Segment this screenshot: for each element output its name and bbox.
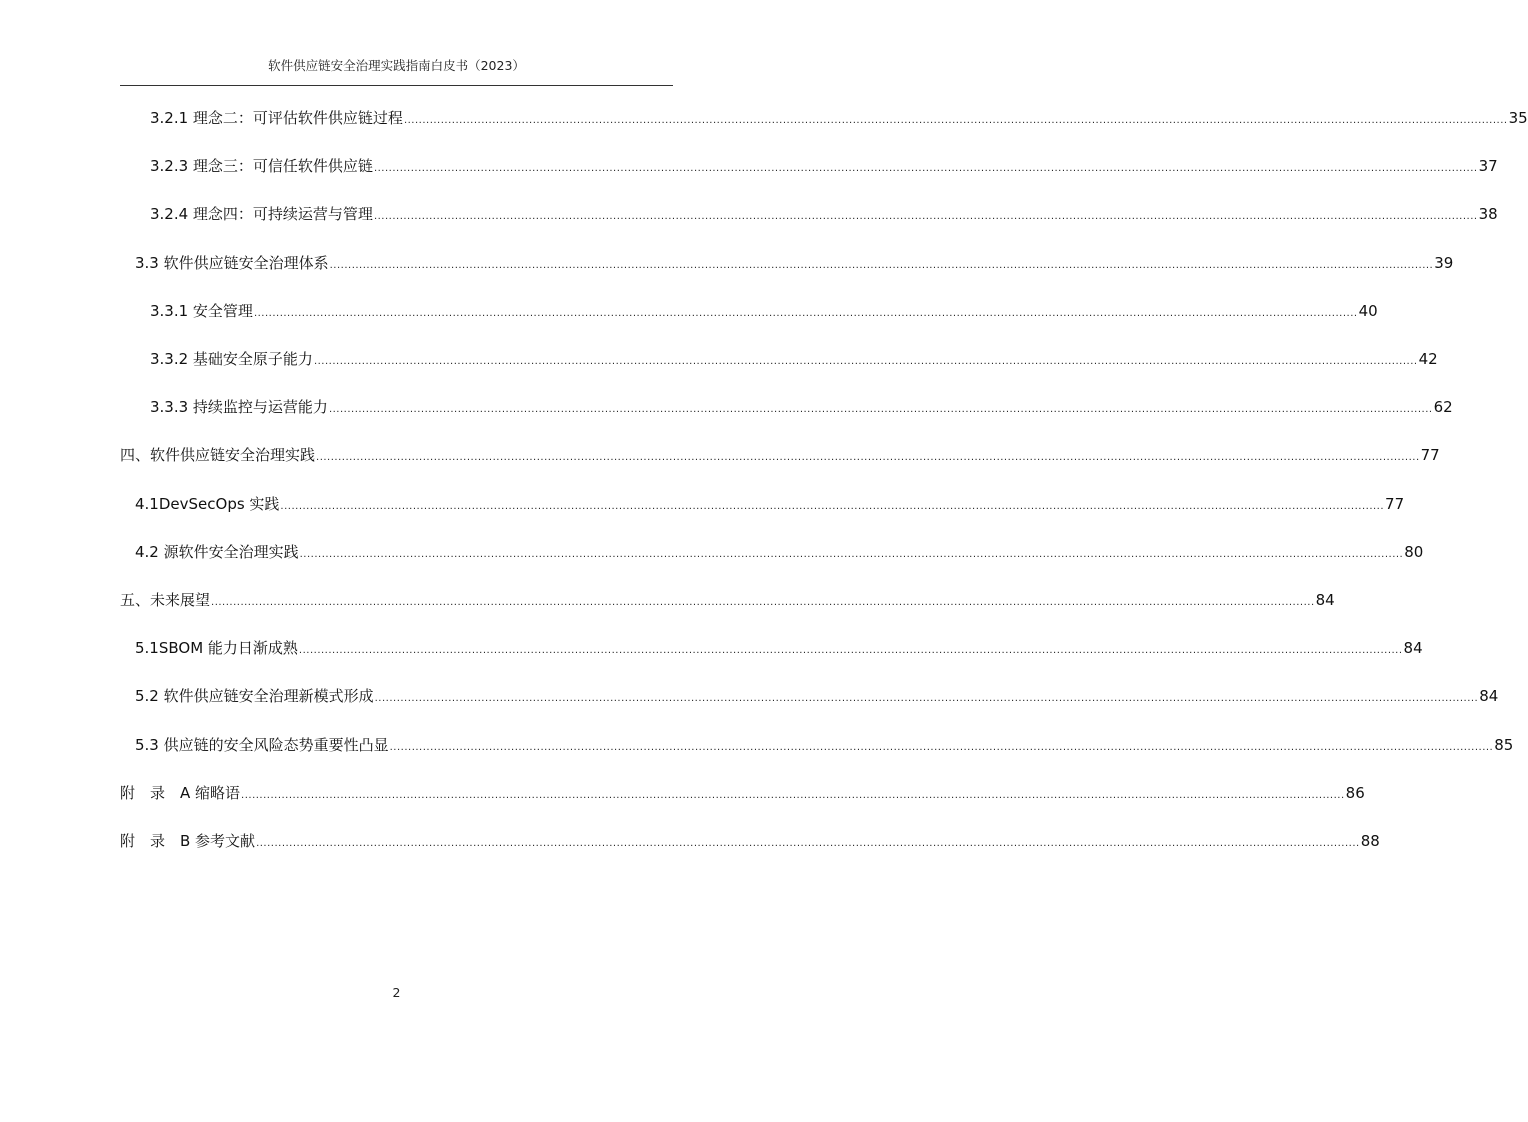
toc-entry[interactable]: [120, 586, 1335, 610]
running-header: 软件供应链安全治理实践指南白皮书（2023）: [268, 58, 525, 73]
toc-entry-title: 3.3.3 持续监控与运营能力: [150, 398, 328, 416]
toc-entry-page: 39: [1434, 254, 1454, 272]
toc-entry-title: 4.1DevSecOps 实践: [135, 495, 280, 513]
toc-entry-page: 42: [1418, 350, 1438, 368]
toc-entry-title: 3.3.1 安全管理: [150, 302, 253, 320]
toc-entry-title: 3.2.4 理念四：可持续运营与管理: [150, 205, 373, 223]
toc-entry[interactable]: [135, 490, 1405, 514]
toc-entry-title: 5.1SBOM 能力日渐成熟: [135, 639, 298, 657]
toc-entry-title: 5.2 软件供应链安全治理新模式形成: [135, 687, 374, 705]
toc-dot-leader: ............................................................................................................................................................................................................................................................................................................: [299, 549, 1404, 560]
toc-dot-leader: ............................................................................................................................................................................................................................................................................................................: [211, 597, 1315, 608]
toc-entry-title: 五、未来展望: [120, 591, 211, 609]
toc-entry[interactable]: [150, 297, 1378, 321]
toc-dot-leader: ............................................................................................................................................................................................................................................................................................................: [329, 260, 1434, 271]
toc-entry[interactable]: [135, 682, 1499, 706]
toc-dot-leader: ............................................................................................................................................................................................................................................................................................................: [298, 645, 1403, 656]
toc-entry-page: 77: [1385, 495, 1405, 513]
toc-dot-leader: ............................................................................................................................................................................................................................................................................................................: [374, 693, 1479, 704]
toc-entry-title: 四、软件供应链安全治理实践: [120, 446, 316, 464]
toc-dot-leader: ............................................................................................................................................................................................................................................................................................................: [313, 356, 1418, 367]
toc-entry-page: 80: [1404, 543, 1424, 561]
toc-entry[interactable]: [135, 731, 1514, 755]
toc-entry-page: 62: [1433, 398, 1453, 416]
toc-entry-title: 附 录 B 参考文献: [120, 832, 256, 850]
toc-entry-page: 77: [1420, 446, 1440, 464]
toc-entry-title: 3.3 软件供应链安全治理体系: [135, 254, 329, 272]
toc-entry-page: 84: [1315, 591, 1335, 609]
toc-entry-title: 4.2 源软件安全治理实践: [135, 543, 299, 561]
toc-entry-page: 86: [1345, 784, 1365, 802]
toc-dot-leader: ............................................................................................................................................................................................................................................................................................................: [253, 308, 1358, 319]
toc-entry-page: 85: [1494, 736, 1514, 754]
page-number: 2: [392, 985, 401, 1000]
toc-entry-page: 84: [1403, 639, 1423, 657]
toc-entry-title: 3.2.1 理念二：可评估软件供应链过程: [150, 109, 403, 127]
toc-dot-leader: ............................................................................................................................................................................................................................................................................................................: [256, 838, 1360, 849]
toc-dot-leader: ............................................................................................................................................................................................................................................................................................................: [389, 742, 1494, 753]
toc-entry[interactable]: [150, 200, 1498, 224]
toc-entry-page: 84: [1479, 687, 1499, 705]
toc-entry-page: 40: [1358, 302, 1378, 320]
toc-entry-title: 5.3 供应链的安全风险态势重要性凸显: [135, 736, 389, 754]
toc-entry[interactable]: [120, 827, 1380, 851]
toc-dot-leader: ............................................................................................................................................................................................................................................................................................................: [280, 501, 1385, 512]
toc-entry-title: 附 录 A 缩略语: [120, 784, 241, 802]
toc-entry[interactable]: [135, 249, 1454, 273]
toc-entry-title: 3.2.3 理念三：可信任软件供应链: [150, 157, 373, 175]
toc-entry[interactable]: [150, 152, 1498, 176]
toc-dot-leader: ............................................................................................................................................................................................................................................................................................................: [241, 790, 1345, 801]
toc-entry-page: 37: [1478, 157, 1498, 175]
toc-entry[interactable]: [120, 779, 1365, 803]
toc-entry[interactable]: [120, 441, 1440, 465]
toc-dot-leader: ............................................................................................................................................................................................................................................................................................................: [373, 163, 1478, 174]
toc-entry-page: 88: [1360, 832, 1380, 850]
toc-entry-page: 35: [1508, 109, 1528, 127]
toc-dot-leader: ............................................................................................................................................................................................................................................................................................................: [316, 452, 1420, 463]
toc-dot-leader: ............................................................................................................................................................................................................................................................................................................: [373, 211, 1478, 222]
toc-dot-leader: ............................................................................................................................................................................................................................................................................................................: [328, 404, 1433, 415]
toc-entry[interactable]: [150, 393, 1453, 417]
toc-entry[interactable]: [135, 634, 1423, 658]
toc-entry[interactable]: [135, 538, 1424, 562]
toc-entry[interactable]: [150, 345, 1438, 369]
toc-entry[interactable]: [150, 104, 1528, 128]
toc-entry-page: 38: [1478, 205, 1498, 223]
toc-dot-leader: ............................................................................................................................................................................................................................................................................................................: [403, 115, 1508, 126]
toc-entry-title: 3.3.2 基础安全原子能力: [150, 350, 313, 368]
